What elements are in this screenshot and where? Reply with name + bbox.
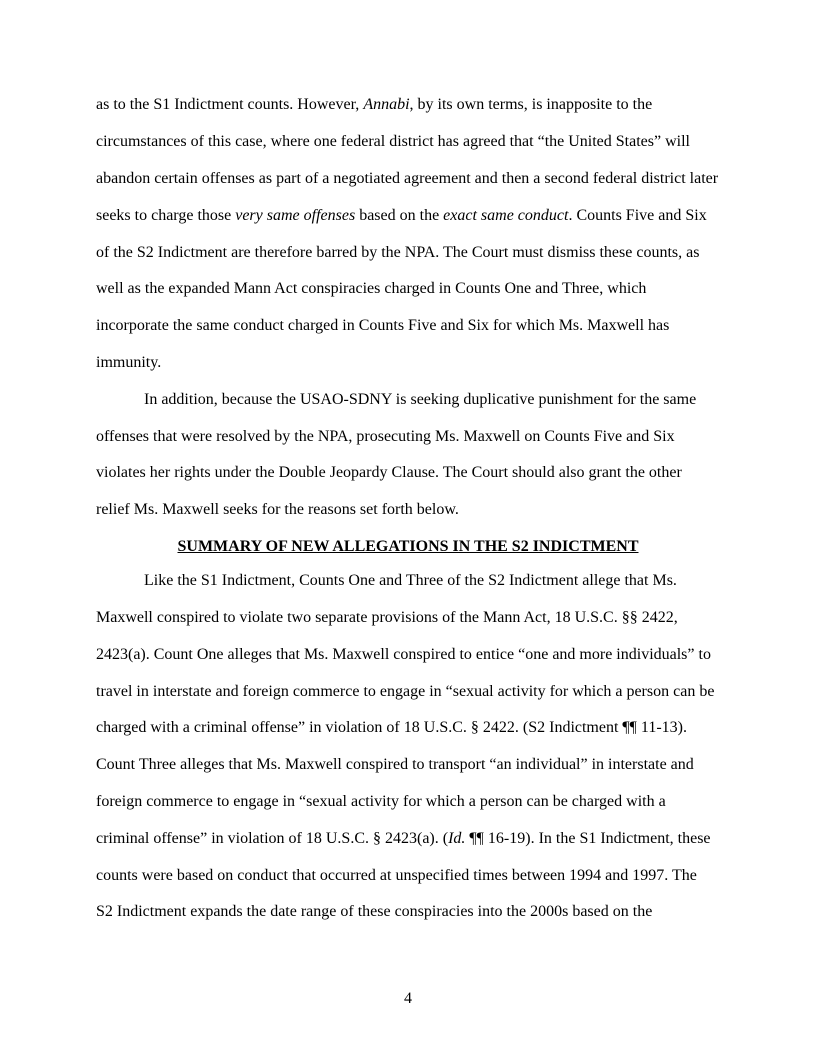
paragraph-1-line-3: abandon certain offenses as part of a negotiated agreement and then a second federal district later <box>96 170 719 187</box>
paragraph-3-line-1: Like the S1 Indictment, Counts One and Three of the S2 Indictment allege that Ms. <box>144 572 677 589</box>
paragraph-3-line-4: travel in interstate and foreign commerce to engage in “sexual activity for which a person can be <box>96 683 715 700</box>
paragraph-1-line-1: as to the S1 Indictment counts. However, Annabi, by its own terms, is inapposite to the <box>96 96 653 113</box>
paragraph-1-line-7: incorporate the same conduct charged in Counts Five and Six for which Ms. Maxwell has <box>96 317 670 334</box>
paragraph-1-line-2: circumstances of this case, where one federal district has agreed that “the United States” will <box>96 133 690 150</box>
paragraph-1-line-4: seeks to charge those very same offenses based on the exact same conduct. Counts Five and Six <box>96 207 707 224</box>
paragraph-3-line-3: 2423(a). Count One alleges that Ms. Maxwell conspired to entice “one and more individuals” to <box>96 646 711 663</box>
paragraph-2-line-4: relief Ms. Maxwell seeks for the reasons set forth below. <box>96 501 459 518</box>
section-heading: SUMMARY OF NEW ALLEGATIONS IN THE S2 INDICTMENT <box>177 538 639 555</box>
paragraph-3-line-6: Count Three alleges that Ms. Maxwell conspired to transport “an individual” in interstate and <box>96 756 694 773</box>
paragraph-3-line-5: charged with a criminal offense” in violation of 18 U.S.C. § 2422. (S2 Indictment ¶¶ 11-13). <box>96 719 687 736</box>
paragraph-2-line-1: In addition, because the USAO-SDNY is seeking duplicative punishment for the same <box>144 391 697 408</box>
paragraph-3-line-9: counts were based on conduct that occurred at unspecified times between 1994 and 1997. The <box>96 867 697 884</box>
paragraph-3-line-2: Maxwell conspired to violate two separate provisions of the Mann Act, 18 U.S.C. §§ 2422, <box>96 609 678 626</box>
page-number: 4 <box>404 990 412 1007</box>
paragraph-3-line-10: S2 Indictment expands the date range of these conspiracies into the 2000s based on the <box>96 903 653 920</box>
paragraph-3-line-7: foreign commerce to engage in “sexual activity for which a person can be charged with a <box>96 793 666 810</box>
paragraph-1-line-5: of the S2 Indictment are therefore barred by the NPA. The Court must dismiss these counts, as <box>96 244 700 261</box>
paragraph-2-line-3: violates her rights under the Double Jeopardy Clause. The Court should also grant the other <box>96 464 682 481</box>
paragraph-3-line-8: criminal offense” in violation of 18 U.S.C. § 2423(a). (Id. ¶¶ 16-19). In the S1 Indictment, these <box>96 830 711 847</box>
paragraph-1-line-6: well as the expanded Mann Act conspiracies charged in Counts One and Three, which <box>96 280 647 297</box>
paragraph-2-line-2: offenses that were resolved by the NPA, prosecuting Ms. Maxwell on Counts Five and Six <box>96 428 675 445</box>
paragraph-1-line-8: immunity. <box>96 354 162 371</box>
